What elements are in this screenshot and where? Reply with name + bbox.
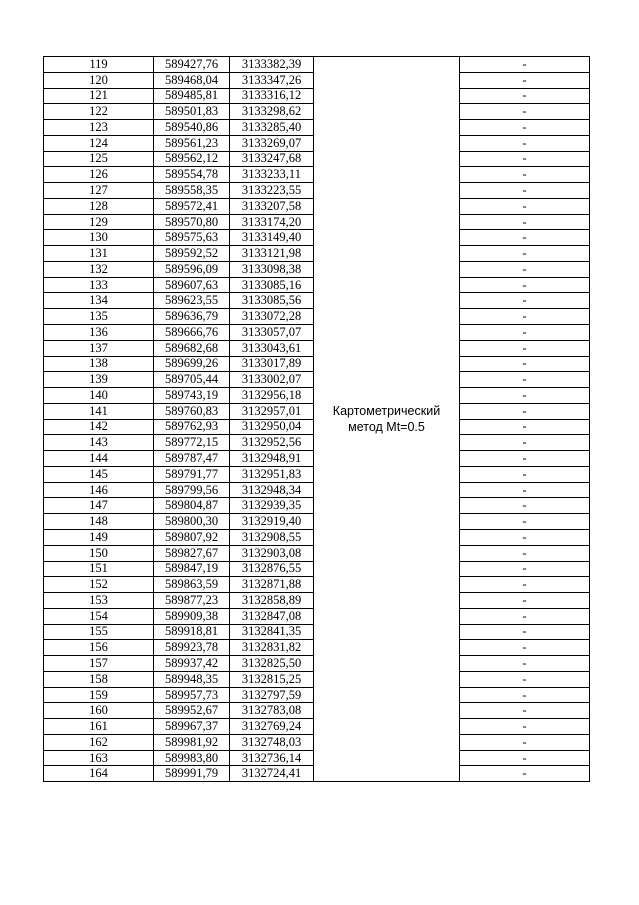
x-coordinate-cell: 589804,87 [154, 498, 230, 514]
y-coordinate-cell: 3132876,55 [230, 561, 314, 577]
point-number-cell: 130 [44, 230, 154, 246]
y-coordinate-cell: 3133347,26 [230, 72, 314, 88]
value-cell: - [460, 325, 590, 341]
value-cell: - [460, 482, 590, 498]
point-number-cell: 150 [44, 545, 154, 561]
x-coordinate-cell: 589558,35 [154, 183, 230, 199]
value-cell: - [460, 403, 590, 419]
point-number-cell: 134 [44, 293, 154, 309]
value-cell: - [460, 624, 590, 640]
x-coordinate-cell: 589827,67 [154, 545, 230, 561]
value-cell: - [460, 183, 590, 199]
x-coordinate-cell: 589772,15 [154, 435, 230, 451]
y-coordinate-cell: 3132815,25 [230, 671, 314, 687]
x-coordinate-cell: 589847,19 [154, 561, 230, 577]
y-coordinate-cell: 3132957,01 [230, 403, 314, 419]
point-number-cell: 127 [44, 183, 154, 199]
method-cell: Картометрический метод Mt=0.5 [314, 57, 460, 782]
point-number-cell: 145 [44, 466, 154, 482]
point-number-cell: 140 [44, 388, 154, 404]
value-cell: - [460, 309, 590, 325]
value-cell: - [460, 261, 590, 277]
point-number-cell: 163 [44, 750, 154, 766]
point-number-cell: 125 [44, 151, 154, 167]
x-coordinate-cell: 589607,63 [154, 277, 230, 293]
x-coordinate-cell: 589863,59 [154, 577, 230, 593]
point-number-cell: 148 [44, 514, 154, 530]
x-coordinate-cell: 589682,68 [154, 340, 230, 356]
value-cell: - [460, 88, 590, 104]
y-coordinate-cell: 3133316,12 [230, 88, 314, 104]
y-coordinate-cell: 3133085,56 [230, 293, 314, 309]
value-cell: - [460, 734, 590, 750]
y-coordinate-cell: 3132769,24 [230, 719, 314, 735]
y-coordinate-cell: 3133121,98 [230, 246, 314, 262]
point-number-cell: 136 [44, 325, 154, 341]
x-coordinate-cell: 589596,09 [154, 261, 230, 277]
y-coordinate-cell: 3133233,11 [230, 167, 314, 183]
value-cell: - [460, 277, 590, 293]
value-cell: - [460, 719, 590, 735]
y-coordinate-cell: 3132797,59 [230, 687, 314, 703]
point-number-cell: 122 [44, 104, 154, 120]
value-cell: - [460, 671, 590, 687]
point-number-cell: 137 [44, 340, 154, 356]
y-coordinate-cell: 3133174,20 [230, 214, 314, 230]
y-coordinate-cell: 3133043,61 [230, 340, 314, 356]
x-coordinate-cell: 589799,56 [154, 482, 230, 498]
point-number-cell: 135 [44, 309, 154, 325]
x-coordinate-cell: 589918,81 [154, 624, 230, 640]
y-coordinate-cell: 3132858,89 [230, 593, 314, 609]
x-coordinate-cell: 589909,38 [154, 608, 230, 624]
point-number-cell: 146 [44, 482, 154, 498]
value-cell: - [460, 419, 590, 435]
x-coordinate-cell: 589572,41 [154, 198, 230, 214]
value-cell: - [460, 593, 590, 609]
point-number-cell: 147 [44, 498, 154, 514]
point-number-cell: 156 [44, 640, 154, 656]
y-coordinate-cell: 3133285,40 [230, 120, 314, 136]
value-cell: - [460, 135, 590, 151]
point-number-cell: 138 [44, 356, 154, 372]
x-coordinate-cell: 589952,67 [154, 703, 230, 719]
value-cell: - [460, 703, 590, 719]
point-number-cell: 152 [44, 577, 154, 593]
x-coordinate-cell: 589485,81 [154, 88, 230, 104]
y-coordinate-cell: 3133223,55 [230, 183, 314, 199]
point-number-cell: 155 [44, 624, 154, 640]
point-number-cell: 162 [44, 734, 154, 750]
point-number-cell: 141 [44, 403, 154, 419]
x-coordinate-cell: 589991,79 [154, 766, 230, 782]
value-cell: - [460, 230, 590, 246]
value-cell: - [460, 388, 590, 404]
value-cell: - [460, 498, 590, 514]
x-coordinate-cell: 589705,44 [154, 372, 230, 388]
x-coordinate-cell: 589923,78 [154, 640, 230, 656]
point-number-cell: 142 [44, 419, 154, 435]
y-coordinate-cell: 3133017,89 [230, 356, 314, 372]
x-coordinate-cell: 589592,52 [154, 246, 230, 262]
point-number-cell: 157 [44, 656, 154, 672]
value-cell: - [460, 120, 590, 136]
y-coordinate-cell: 3132841,35 [230, 624, 314, 640]
x-coordinate-cell: 589561,23 [154, 135, 230, 151]
value-cell: - [460, 167, 590, 183]
value-cell: - [460, 104, 590, 120]
x-coordinate-cell: 589807,92 [154, 529, 230, 545]
x-coordinate-cell: 589575,63 [154, 230, 230, 246]
x-coordinate-cell: 589967,37 [154, 719, 230, 735]
point-number-cell: 129 [44, 214, 154, 230]
value-cell: - [460, 561, 590, 577]
value-cell: - [460, 293, 590, 309]
point-number-cell: 144 [44, 451, 154, 467]
x-coordinate-cell: 589937,42 [154, 656, 230, 672]
x-coordinate-cell: 589762,93 [154, 419, 230, 435]
point-number-cell: 154 [44, 608, 154, 624]
point-number-cell: 158 [44, 671, 154, 687]
value-cell: - [460, 514, 590, 530]
table-row [44, 57, 590, 73]
y-coordinate-cell: 3133098,38 [230, 261, 314, 277]
value-cell: - [460, 340, 590, 356]
value-cell: - [460, 72, 590, 88]
value-cell: - [460, 577, 590, 593]
x-coordinate-cell: 589948,35 [154, 671, 230, 687]
y-coordinate-cell: 3132939,35 [230, 498, 314, 514]
point-number-cell: 120 [44, 72, 154, 88]
value-cell: - [460, 750, 590, 766]
y-coordinate-cell: 3132783,08 [230, 703, 314, 719]
x-coordinate-cell: 589570,80 [154, 214, 230, 230]
y-coordinate-cell: 3132908,55 [230, 529, 314, 545]
y-coordinate-cell: 3132951,83 [230, 466, 314, 482]
y-coordinate-cell: 3133247,68 [230, 151, 314, 167]
value-cell: - [460, 372, 590, 388]
value-cell: - [460, 198, 590, 214]
point-number-cell: 143 [44, 435, 154, 451]
y-coordinate-cell: 3133269,07 [230, 135, 314, 151]
value-cell: - [460, 435, 590, 451]
x-coordinate-cell: 589554,78 [154, 167, 230, 183]
x-coordinate-cell: 589666,76 [154, 325, 230, 341]
y-coordinate-cell: 3133057,07 [230, 325, 314, 341]
x-coordinate-cell: 589877,23 [154, 593, 230, 609]
point-number-cell: 128 [44, 198, 154, 214]
x-coordinate-cell: 589636,79 [154, 309, 230, 325]
x-coordinate-cell: 589540,86 [154, 120, 230, 136]
y-coordinate-cell: 3132825,50 [230, 656, 314, 672]
value-cell: - [460, 529, 590, 545]
coordinates-table-body [44, 57, 590, 782]
x-coordinate-cell: 589787,47 [154, 451, 230, 467]
x-coordinate-cell: 589760,83 [154, 403, 230, 419]
x-coordinate-cell: 589800,30 [154, 514, 230, 530]
value-cell: - [460, 246, 590, 262]
y-coordinate-cell: 3132847,08 [230, 608, 314, 624]
y-coordinate-cell: 3132952,56 [230, 435, 314, 451]
y-coordinate-cell: 3132919,40 [230, 514, 314, 530]
point-number-cell: 164 [44, 766, 154, 782]
x-coordinate-cell: 589983,80 [154, 750, 230, 766]
y-coordinate-cell: 3133085,16 [230, 277, 314, 293]
point-number-cell: 131 [44, 246, 154, 262]
point-number-cell: 139 [44, 372, 154, 388]
point-number-cell: 160 [44, 703, 154, 719]
coordinates-table [43, 56, 590, 782]
point-number-cell: 159 [44, 687, 154, 703]
y-coordinate-cell: 3132956,18 [230, 388, 314, 404]
y-coordinate-cell: 3132831,82 [230, 640, 314, 656]
value-cell: - [460, 466, 590, 482]
value-cell: - [460, 451, 590, 467]
point-number-cell: 123 [44, 120, 154, 136]
value-cell: - [460, 545, 590, 561]
y-coordinate-cell: 3132736,14 [230, 750, 314, 766]
point-number-cell: 153 [44, 593, 154, 609]
value-cell: - [460, 656, 590, 672]
x-coordinate-cell: 589699,26 [154, 356, 230, 372]
x-coordinate-cell: 589743,19 [154, 388, 230, 404]
y-coordinate-cell: 3133298,62 [230, 104, 314, 120]
y-coordinate-cell: 3132748,03 [230, 734, 314, 750]
point-number-cell: 133 [44, 277, 154, 293]
x-coordinate-cell: 589468,04 [154, 72, 230, 88]
value-cell: - [460, 214, 590, 230]
y-coordinate-cell: 3133382,39 [230, 57, 314, 73]
value-cell: - [460, 151, 590, 167]
value-cell: - [460, 608, 590, 624]
x-coordinate-cell: 589562,12 [154, 151, 230, 167]
y-coordinate-cell: 3133072,28 [230, 309, 314, 325]
x-coordinate-cell: 589427,76 [154, 57, 230, 73]
value-cell: - [460, 57, 590, 73]
y-coordinate-cell: 3132724,41 [230, 766, 314, 782]
y-coordinate-cell: 3132950,04 [230, 419, 314, 435]
value-cell: - [460, 766, 590, 782]
y-coordinate-cell: 3132948,91 [230, 451, 314, 467]
y-coordinate-cell: 3133002,07 [230, 372, 314, 388]
point-number-cell: 132 [44, 261, 154, 277]
x-coordinate-cell: 589791,77 [154, 466, 230, 482]
point-number-cell: 126 [44, 167, 154, 183]
point-number-cell: 124 [44, 135, 154, 151]
x-coordinate-cell: 589981,92 [154, 734, 230, 750]
y-coordinate-cell: 3132948,34 [230, 482, 314, 498]
point-number-cell: 151 [44, 561, 154, 577]
y-coordinate-cell: 3132871,88 [230, 577, 314, 593]
value-cell: - [460, 356, 590, 372]
x-coordinate-cell: 589957,73 [154, 687, 230, 703]
point-number-cell: 121 [44, 88, 154, 104]
value-cell: - [460, 687, 590, 703]
value-cell: - [460, 640, 590, 656]
y-coordinate-cell: 3132903,08 [230, 545, 314, 561]
x-coordinate-cell: 589623,55 [154, 293, 230, 309]
point-number-cell: 119 [44, 57, 154, 73]
y-coordinate-cell: 3133149,40 [230, 230, 314, 246]
point-number-cell: 161 [44, 719, 154, 735]
point-number-cell: 149 [44, 529, 154, 545]
x-coordinate-cell: 589501,83 [154, 104, 230, 120]
y-coordinate-cell: 3133207,58 [230, 198, 314, 214]
